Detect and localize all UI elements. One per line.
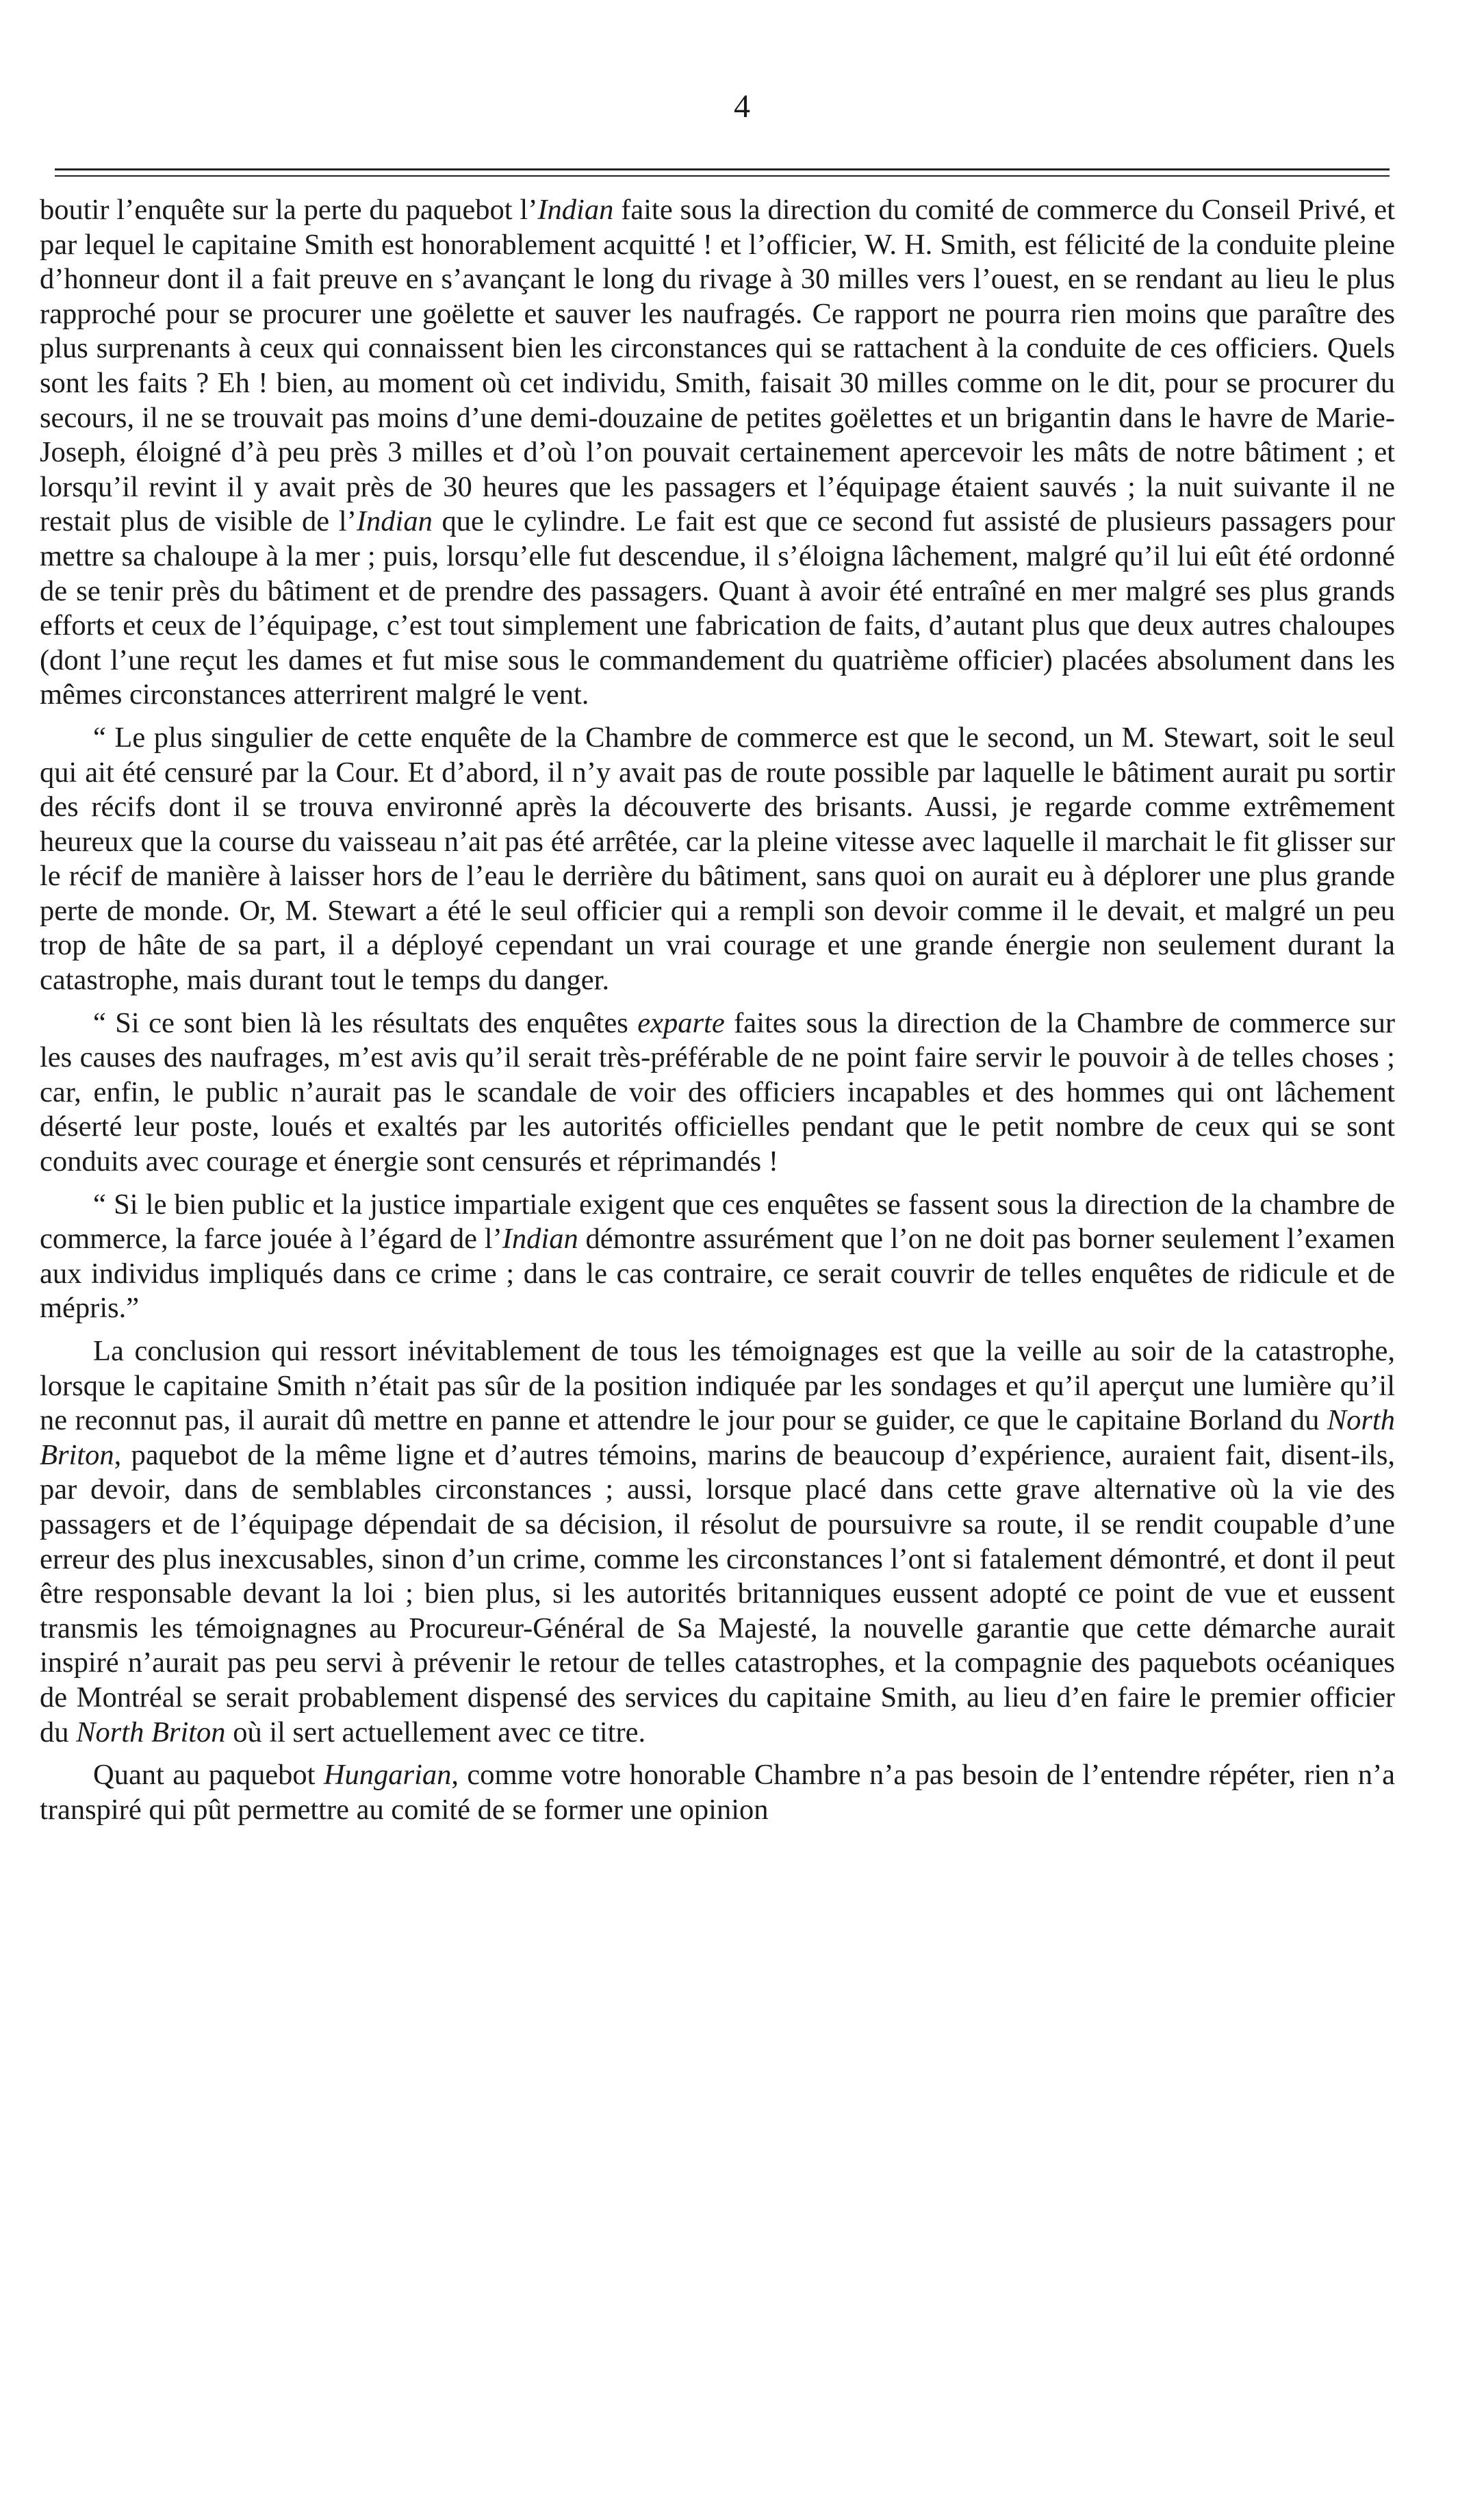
text-run: , paquebot de la même ligne et d’autres témoins, marins de beaucoup d’expérience, auraient fait, disent-ils, par devoir, dans de semblables circonstances ; aussi, lorsque placé dans cette grave alternative où la vie des passagers et de l’équipage dépendait de sa décision, il résolut de poursuivre sa route, il se rendit coupable d’une erreur des plus inexcusables, sinon d’un crime, comme les circonstances l’ont si fatalement démontré, et dont il peut être responsable devant la loi ; bien plus, si les autorités britanniques eussent adopté ce point de vue et eussent transmis les témoignagnes au Procureur-Général de Sa Majesté, la nouvelle garantie que cette démarche aurait inspiré n’aurait pas peu servi à prévenir le retour de telles catastrophes, et la compagnie des paquebots océaniques de Montréal se serait probablement dispensé des services du capitaine Smith, au lieu d’en faire le premier officier du: [40, 1438, 1395, 1748]
text-run: faite sous la direction du comité de commerce du Conseil Privé, et par lequel le capitaine Smith est honorablement acquitté ! et l’officier, W. H. Smith, est félicité de la conduite pleine d’honneur dont il a fait preuve en s’avançant le long du rivage à 30 milles vers l’ouest, en se rendant au lieu le plus rapproché pour se procurer une goëlette et sauver les naufragés. Ce rapport ne pourra rien moins que paraître des plus surprenants à ceux qui connaissent bien les circonstances qui se rattachent à la conduite de ces officiers. Quels sont les faits ? Eh ! bien, au moment où cet individu, Smith, faisait 30 milles comme on le dit, pour se procurer du secours, il ne se trouvait pas moins d’une demi-douzaine de petites goëlettes et un brigantin dans le havre de Marie-Joseph, éloigné d’à peu près 3 milles et d’où l’on pouvait certainement apercevoir les mâts de notre bâtiment ; et lorsqu’il revint il y avait près de 30 heures que les passagers et l’équipage étaient sauvés ; la nuit suivante il ne restait plus de visible de l’: [40, 194, 1395, 538]
text-run: boutir l’enquête sur la perte du paquebot l’: [40, 194, 538, 226]
header-rule-thin: [55, 175, 1390, 177]
text-run: Quant au paquebot: [93, 1759, 324, 1792]
text-run: , comme votre honorable Chambre n’a pas besoin de l’entendre répéter, rien n’a transpiré qui pût permettre au comité de se former une opinion: [40, 1759, 1395, 1826]
text-run: La conclusion qui ressort inévitablement de tous les témoignages est que la veille au soir de la catastrophe, lorsque le capitaine Smith n’était pas sûr de la position indiquée par les sondages et qu’il aperçut une lumière qu’il ne reconnut pas, il aurait dû mettre en panne et attendre le jour pour se guider, ce que le capitaine Borland du: [40, 1335, 1395, 1437]
ship-name: North Briton: [76, 1716, 226, 1748]
text-run: “ Si le bien public et la justice impartiale exigent que ces enquêtes se fassent sous la direction de la chambre de commerce, la farce jouée à l’égard de l’: [40, 1188, 1395, 1256]
page-number: 4: [734, 88, 750, 125]
ship-name: Indian: [537, 194, 614, 226]
text-run: “ Si ce sont bien là les résultats des enquêtes: [93, 1006, 638, 1039]
text-run: que le cylindre. Le fait est que ce second fut assisté de plusieurs passagers pour mettre sa chaloupe à la mer ; puis, lorsqu’elle fut descendue, il s’éloigna lâchement, malgré qu’il lui eût été ordonné de se tenir près du bâtiment et de prendre des passagers. Quant à avoir été entraîné en mer malgré ses plus grands efforts et ceux de l’équipage, c’est tout simplement une fabrication de faits, d’autant plus que deux autres chaloupes (dont l’une reçut les dames et fut mise sous le commandement du quatrième officier) placées absolument dans les mêmes circonstances atterrirent malgré le vent.: [40, 505, 1395, 711]
paragraph-6: [40, 1758, 1395, 1827]
ship-name: Indian: [502, 1223, 578, 1256]
paragraph-3: [40, 1006, 1395, 1180]
paragraph-5: [40, 1334, 1395, 1750]
ship-name: Hungarian: [323, 1759, 452, 1792]
text-run: faites sous la direction de la Chambre de commerce sur les causes des naufrages, m’est avis qu’il serait très-préférable de ne point faire servir le pouvoir à de telles choses ; car, enfin, le public n’aurait pas le scandale de voir des officiers incapables et des hommes qui ont lâchement déserté leur poste, loués et exaltés par les autorités officielles pendant que le petit nombre de ceux qui se sont conduits avec courage et énergie sont censurés et réprimandés !: [40, 1006, 1395, 1178]
paragraph-1: [40, 193, 1395, 713]
ship-name: North Briton: [40, 1404, 1395, 1471]
paragraph-4: [40, 1188, 1395, 1326]
ship-name: Indian: [356, 505, 433, 538]
text-run: “ Le plus singulier de cette enquête de la Chambre de commerce est que le second, un M. Stewart, soit le seul qui ait été censuré par la Cour. Et d’abord, il n’y avait pas de route possible par laquelle le bâtiment aurait pu sortir des récifs dont il se trouva environné après la découverte des brisants. Aussi, je regarde comme extrêmement heureux que la course du vaisseau n’ait pas été arrêtée, car la pleine vitesse avec laquelle il marchait le fit glisser sur le récif de manière à laisser hors de l’eau le derrière du bâtiment, sans quoi on aurait eu à déplorer une plus grande perte de monde. Or, M. Stewart a été le seul officier qui a rempli son devoir comme il le devait, et malgré un peu trop de hâte de sa part, il a déployé cependant un vrai courage et une grande énergie non seulement durant la catastrophe, mais durant tout le temps du danger.: [40, 721, 1395, 997]
italic-term: exparte: [637, 1006, 725, 1039]
header-rule: [55, 168, 1390, 170]
text-run: où il sert actuellement avec ce titre.: [225, 1716, 646, 1748]
body-text: [40, 193, 1395, 1827]
paragraph-2: [40, 721, 1395, 998]
text-run: démontre assurément que l’on ne doit pas borner seulement l’examen aux individus impliqués dans ce crime ; dans le cas contraire, ce serait couvrir de telles enquêtes de ridicule et de mépris.”: [40, 1223, 1395, 1325]
